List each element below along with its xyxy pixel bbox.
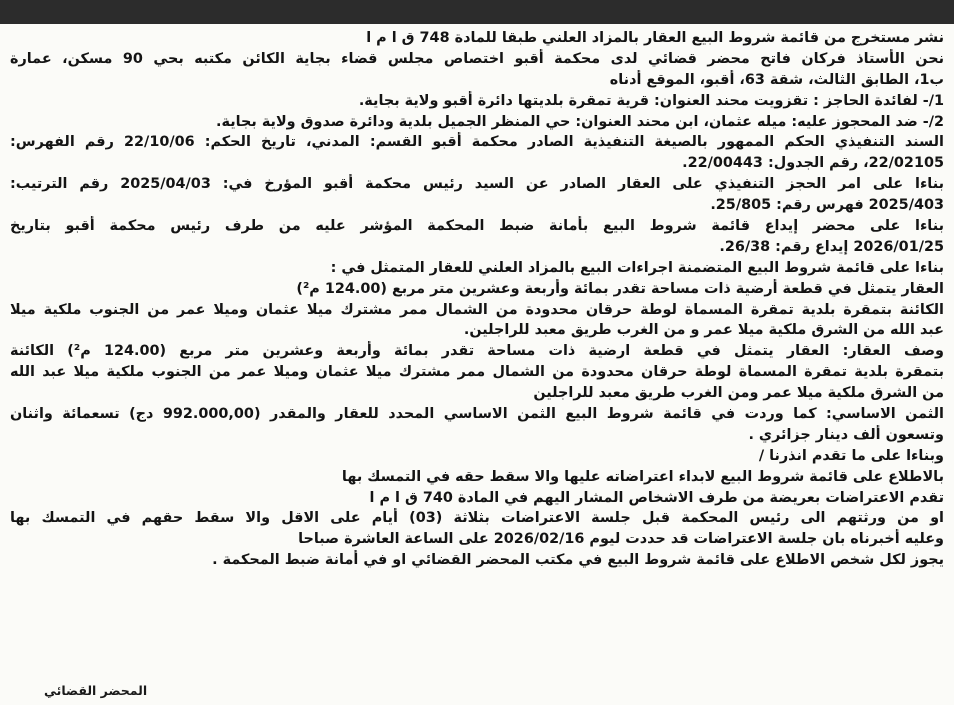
notice-line: عبد الله من الشرق ملكية ميلا عمر و من الغرب طريق معبد للراجلين.: [463, 322, 944, 339]
notice-line: يجوز لكل شخص الاطلاع على قائمة شروط البيع في مكتب المحضر القضائي او في أمانة ضبط المحكمة .: [212, 552, 944, 569]
notice-line: او من ورثتهم الى رئيس المحكمة قبل جلسة الاعتراضات بثلاثة (03) أيام على الاقل والا سقط حقهم في التمسك بها: [10, 510, 944, 527]
notice-line: السند التنفيذي الحكم الممهور بالصيغة التنفيذية الصادر محكمة أقبو القسم: المدني، تاريخ الحكم: 22/10/06 رقم الفهرس:: [10, 134, 944, 151]
notice-line: بتمقرة بلدية تمقرة المسماة لوطة حرقان محدودة من الشمال ممر مشترك ميلا عثمان وميلا عمر من الجنوب ملكية ميلا عبد الله: [10, 364, 944, 381]
legal-notice-text: [10, 28, 944, 571]
notice-line: الكائنة بتمقرة بلدية تمقرة المسماة لوطة حرقان محدودة من الشمال ممر مشترك ميلا عثمان وميلا عمر من الجنوب ملكية ميلا: [10, 301, 944, 318]
notice-line: الثمن الاساسي: كما وردت في قائمة شروط البيع الثمن الاساسي المحدد للعقار والمقدر (992.000,00 دج) تسعمائة واثنان: [10, 406, 944, 423]
notice-line: بناءا على قائمة شروط البيع المتضمنة اجراءات البيع بالمزاد العلني للعقار المتمثل في :: [330, 259, 944, 276]
notice-line: 2/- ضد المحجوز عليه: ميله عثمان، ابن محند العنوان: حي المنظر الجميل بلدية ودائرة صدوق ولاية بجاية.: [216, 113, 944, 130]
notice-line: نحن الأستاذ فركان فاتح محضر قضائي لدى محكمة أقبو اختصاص مجلس قضاء بجاية الكائن مكتبه بحي 90 مسكن، عمارة: [10, 50, 944, 67]
notice-line: وتسعون ألف دينار جزائري .: [748, 426, 944, 443]
notice-line: وبناءا على ما تقدم انذرنا /: [758, 447, 944, 464]
top-dark-bar: [0, 0, 954, 24]
notice-title: نشر مستخرج من قائمة شروط البيع العقار بالمزاد العلني طبقا للمادة 748 ق ا م ا: [366, 30, 944, 46]
notice-line: بناءا على امر الحجز التنفيذي على العقار الصادر عن السيد رئيس محكمة أقبو المؤرخ في: 2025/04/03 رقم الترتيب:: [10, 176, 944, 193]
notice-line: ب1، الطابق الثالث، شقة 63، أقبو، الموقع أدناه: [609, 71, 944, 88]
notice-line: وعليه أخبرناه بان جلسة الاعتراضات قد حددت ليوم 2026/02/16 على الساعة العاشرة صباحا: [298, 531, 944, 548]
notice-line: 1/- لفائدة الحاجز : تقزويت محند العنوان: قرية تمقرة بلديتها دائرة أقبو ولاية بجاية.: [358, 92, 944, 109]
notice-line: تقدم الاعتراضات بعريضة من طرف الاشخاص المشار اليهم في المادة 740 ق ا م ا: [369, 489, 944, 506]
notice-line: 2025/403 فهرس رقم: 25/805.: [710, 197, 944, 214]
notice-line: بالاطلاع على قائمة شروط البيع لابداء اعتراضاته عليها والا سقط حقه في التمسك بها: [341, 468, 944, 485]
notice-line: وصف العقار: العقار يتمثل في قطعة ارضية ذات مساحة تقدر بمائة وأربعة وعشرين متر مربع (124.00 م²) الكائنة: [10, 343, 944, 360]
notice-line: 22/02105، رقم الجدول: 22/00443.: [682, 155, 944, 172]
bailiff-signature-label: المحضر القضائي: [44, 683, 148, 698]
notice-line: من الشرق ملكية ميلا عمر ومن الغرب طريق معبد للراجلين: [533, 385, 944, 402]
notice-line: العقار يتمثل في قطعة أرضية ذات مساحة تقدر بمائة وأربعة وعشرين متر مربع (124.00 م²): [296, 280, 944, 297]
notice-line: 2026/01/25 إيداع رقم: 26/38.: [719, 238, 944, 255]
notice-line: بناءا على محضر إيداع قائمة شروط البيع بأمانة ضبط المحكمة المؤشر عليه من طرف رئيس محكمة أقبو بتاريخ: [10, 218, 944, 235]
